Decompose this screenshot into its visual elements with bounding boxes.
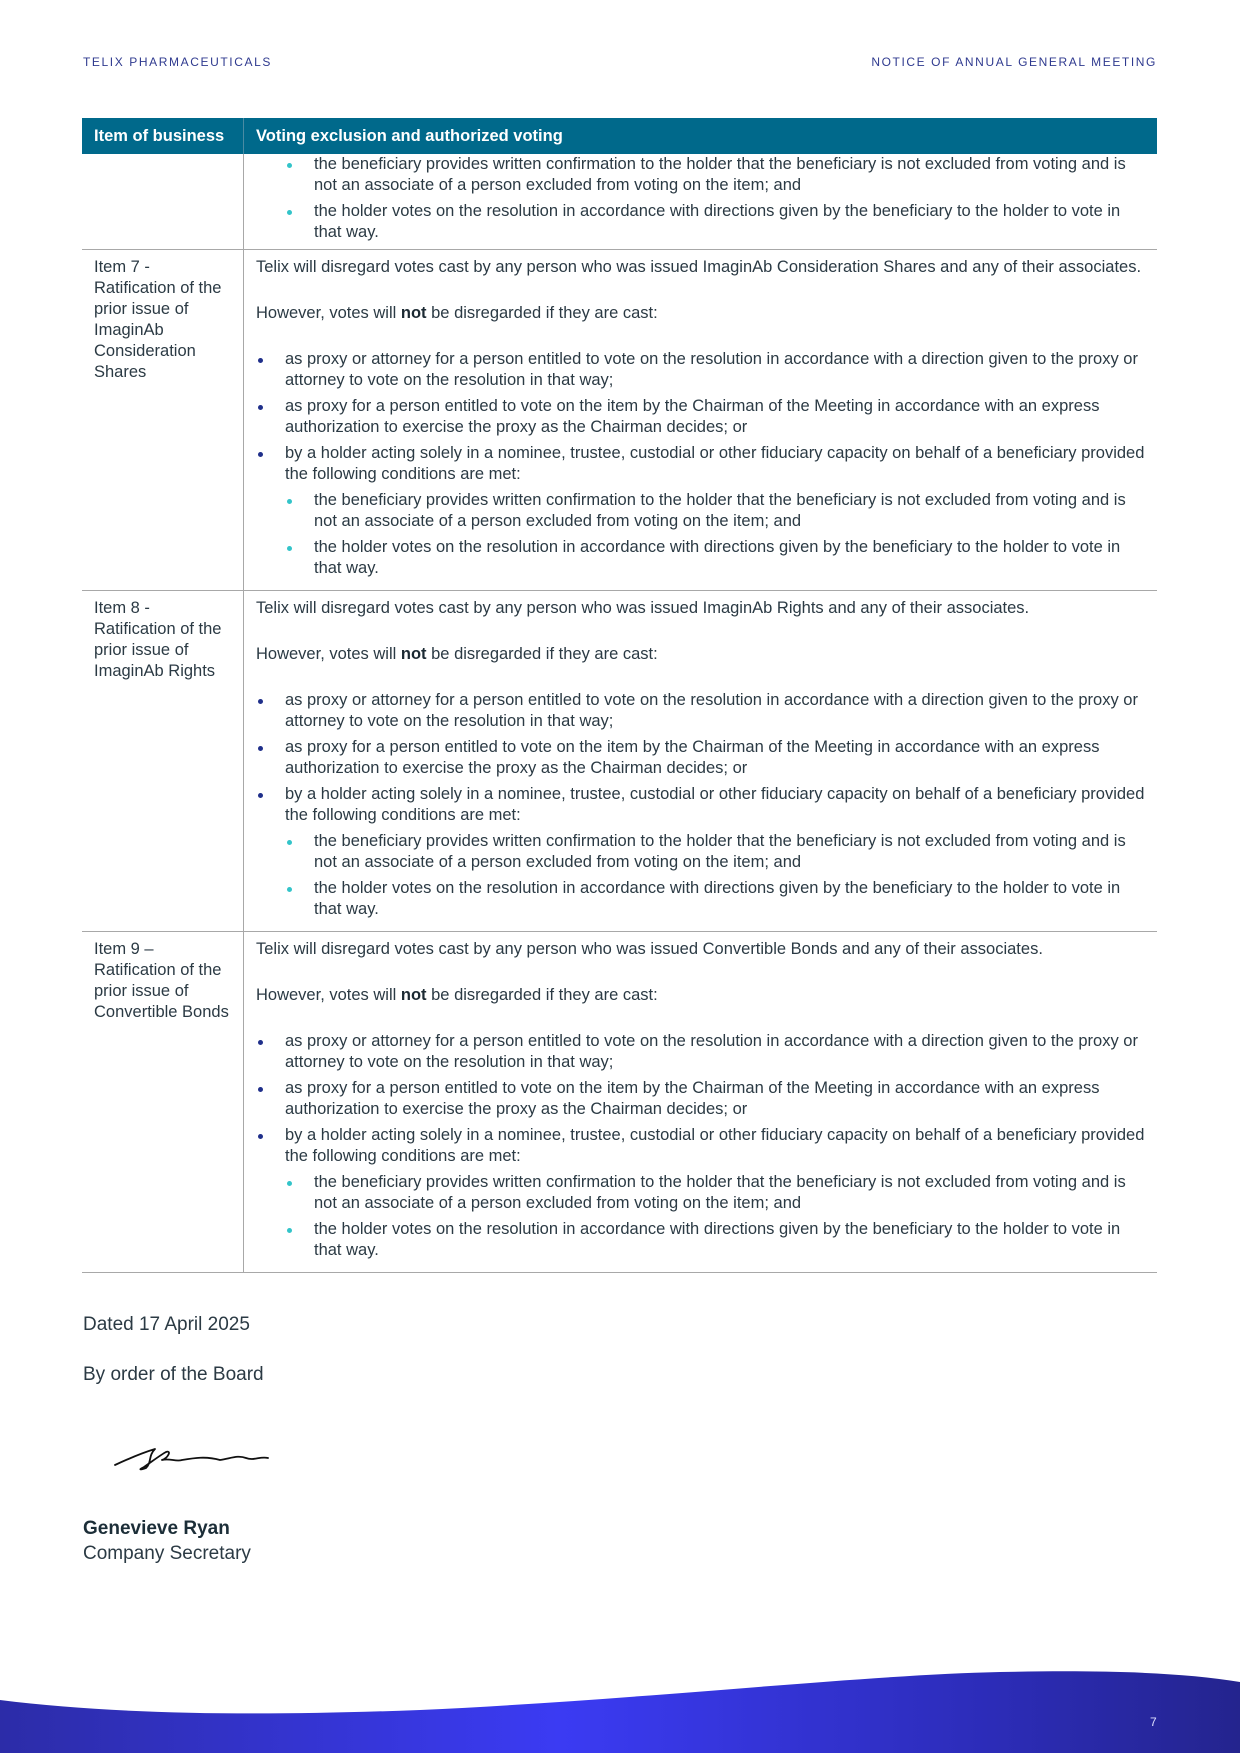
exclusion-cell [244,932,1158,1273]
bullet-item: as proxy for a person entitled to vote on the item by the Chairman of the Meeting in accordance with an express authorization to exercise the proxy as the Chairman decides; or [256,396,1145,438]
bullet-item: as proxy or attorney for a person entitled to vote on the resolution in accordance with a direction given to the proxy or attorney to vote on the resolution in that way; [256,349,1145,391]
bullet-item: as proxy or attorney for a person entitled to vote on the resolution in accordance with a direction given to the proxy or attorney to vote on the resolution in that way; [256,690,1145,732]
table-header-row [82,118,1157,154]
bullet-list [256,349,1145,579]
exclusion-cell [244,154,1158,250]
sub-bullet-item: the holder votes on the resolution in accordance with directions given by the beneficiary to the holder to vote in that way. [256,878,1145,920]
bullet-item: as proxy for a person entitled to vote on the item by the Chairman of the Meeting in accordance with an express authorization to exercise the proxy as the Chairman decides; or [256,737,1145,779]
bullet-item: by a holder acting solely in a nominee, trustee, custodial or other fiduciary capacity on behalf of a beneficiary provided the following conditions are met: the beneficiary provides written confirmation to the holder that the beneficiary is not excluded from voting and is not an associate of a person excluded from voting on the item; and the holder votes on the resolution in accordance with directions given by the beneficiary to the holder to vote in that way. [256,1125,1145,1261]
table-row-continued [82,154,1157,250]
however-text: However, votes will not be disregarded if they are cast: [256,645,658,663]
signature-icon [110,1440,280,1480]
bullet-item: by a holder acting solely in a nominee, trustee, custodial or other fiduciary capacity on behalf of a beneficiary provided the following conditions are met: the beneficiary provides written confirmation to the holder that the beneficiary is not excluded from voting and is not an associate of a person excluded from voting on the item; and the holder votes on the resolution in accordance with directions given by the beneficiary to the holder to vote in that way. [256,784,1145,920]
exclusion-intro: Telix will disregard votes cast by any person who was issued ImaginAb Consideration Shares and any of their associates. [256,258,1142,276]
signer-role: Company Secretary [83,1543,251,1564]
running-header [83,55,1157,69]
sub-bullet-item: the holder votes on the resolution in accordance with directions given by the beneficiary to the holder to vote in that way. [256,1219,1145,1261]
column-header-item: Item of business [82,118,244,154]
company-name: TELIX PHARMACEUTICALS [83,55,272,69]
bullet-list [256,690,1145,920]
sub-bullet-list [256,154,1145,243]
item-cell: Item 9 – Ratification of the prior issue of Convertible Bonds [82,932,244,1273]
however-text: However, votes will not be disregarded if they are cast: [256,304,658,322]
table-row-item-8 [82,591,1157,932]
order-line: By order of the Board [83,1364,264,1385]
page-number: 7 [1150,1715,1157,1729]
exclusion-intro: Telix will disregard votes cast by any person who was issued Convertible Bonds and any of their associates. [256,940,1043,958]
item-cell [82,154,244,250]
footer-wave-decoration [0,1660,1240,1753]
bullet-list [256,1031,1145,1261]
bullet-item: by a holder acting solely in a nominee, trustee, custodial or other fiduciary capacity on behalf of a beneficiary provided the following conditions are met: the beneficiary provides written confirmation to the holder that the beneficiary is not excluded from voting and is not an associate of a person excluded from voting on the item; and the holder votes on the resolution in accordance with directions given by the beneficiary to the holder to vote in that way. [256,443,1145,579]
document-title: NOTICE OF ANNUAL GENERAL MEETING [871,55,1157,69]
sub-bullet-item: the beneficiary provides written confirmation to the holder that the beneficiary is not excluded from voting and is not an associate of a person excluded from voting on the item; and [256,831,1145,873]
sub-bullet-item: the beneficiary provides written confirmation to the holder that the beneficiary is not excluded from voting and is not an associate of a person excluded from voting on the item; and [256,154,1145,196]
bullet-item: as proxy or attorney for a person entitled to vote on the resolution in accordance with a direction given to the proxy or attorney to vote on the resolution in that way; [256,1031,1145,1073]
sub-bullet-list [256,490,1145,579]
exclusion-intro: Telix will disregard votes cast by any person who was issued ImaginAb Rights and any of their associates. [256,599,1030,617]
sub-bullet-list [256,831,1145,920]
however-text: However, votes will not be disregarded if they are cast: [256,986,658,1004]
dated-line: Dated 17 April 2025 [83,1314,250,1335]
exclusion-cell [244,250,1158,591]
voting-exclusion-table [82,118,1157,1273]
item-cell: Item 8 - Ratification of the prior issue of ImaginAb Rights [82,591,244,932]
exclusion-cell [244,591,1158,932]
signer-name: Genevieve Ryan [83,1518,230,1539]
sub-bullet-item: the beneficiary provides written confirmation to the holder that the beneficiary is not excluded from voting and is not an associate of a person excluded from voting on the item; and [256,490,1145,532]
sub-bullet-item: the beneficiary provides written confirmation to the holder that the beneficiary is not excluded from voting and is not an associate of a person excluded from voting on the item; and [256,1172,1145,1214]
table-row-item-9 [82,932,1157,1273]
sub-bullet-item: the holder votes on the resolution in accordance with directions given by the beneficiary to the holder to vote in that way. [256,537,1145,579]
sub-bullet-item: the holder votes on the resolution in accordance with directions given by the beneficiary to the holder to vote in that way. [256,201,1145,243]
table-row-item-7 [82,250,1157,591]
item-cell: Item 7 - Ratification of the prior issue of ImaginAb Consideration Shares [82,250,244,591]
sub-bullet-list [256,1172,1145,1261]
bullet-item: as proxy for a person entitled to vote on the item by the Chairman of the Meeting in accordance with an express authorization to exercise the proxy as the Chairman decides; or [256,1078,1145,1120]
column-header-exclusion: Voting exclusion and authorized voting [244,118,1158,154]
